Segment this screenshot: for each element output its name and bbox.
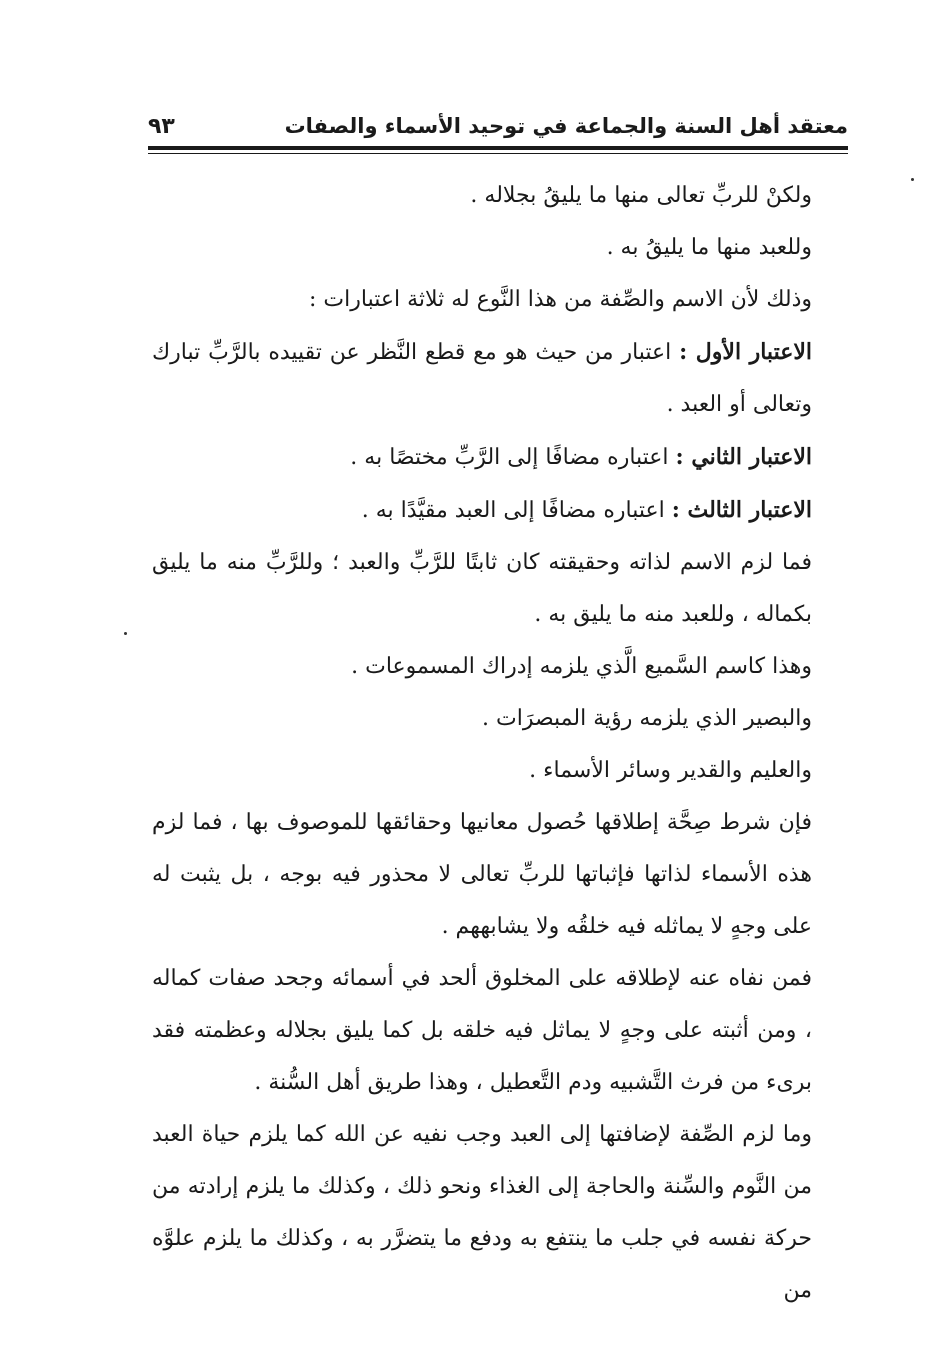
paragraph: فإن شرط صِحَّة إطلاقها حُصول معانيها وحقائقها للموصوف بها ، فما لزم هذه الأسماء لذاتها فإثباتها للربِّ تعالى لا محذور فيه بوجه ، بل يثبت له على وجهٍ لا يماثله فيه خلقُه ولا يشابههم . [152, 810, 812, 939]
paragraph-text: اعتباره مضافًا إلى الرَّبِّ مختصًا به . [350, 445, 676, 470]
term-heading: الاعتبار الثالث : [671, 497, 812, 523]
paragraph: وللعبد منها ما يليقُ به . [606, 235, 812, 260]
paragraph: فمن نفاه عنه لإطلاقه على المخلوق ألحد في أسمائه وجحد صفات كماله ، ومن أثبته على وجهٍ لا يماثل فيه خلقه بل كما يليق بجلاله وعظمته فقد برىء من فرث التَّشبيه ودم التَّعطيل ، وهذا طريق أهل السُّنة . [152, 966, 812, 1095]
paragraph-text: اعتبار من حيث هو مع قطع النَّظر عن تقييده بالرَّبِّ تبارك وتعالى أو العبد . [152, 340, 812, 417]
paragraph: والبصير الذي يلزمه رؤية المبصرَات . [482, 706, 812, 731]
paragraph: وما لزم الصِّفة لإضافتها إلى العبد وجب نفيه عن الله كما يلزم حياة العبد من النَّوم والسِّنة والحاجة إلى الغذاء ونحو ذلك ، وكذلك ما يلزم إرادته من حركة نفسه في جلب ما ينتفع به ودفع ما يتضرَّر به ، وكذلك ما يلزم علوَّه من [152, 1122, 812, 1303]
paragraph: فما لزم الاسم لذاته وحقيقته كان ثابتًا للرَّبِّ والعبد ؛ وللرَّبِّ منه ما يليق بكماله ، وللعبد منه ما يليق به . [152, 550, 812, 627]
scan-speck [911, 178, 914, 181]
page-number: ٩٣ [148, 114, 175, 139]
header-rule-thin [148, 153, 848, 154]
scan-speck [124, 632, 127, 635]
paragraph: والعليم والقدير وسائر الأسماء . [529, 758, 812, 783]
header-rule [148, 146, 848, 150]
paragraph: ولكنْ للربِّ تعالى منها ما يليقُ بجلاله . [470, 183, 812, 208]
paragraph: وذلك لأن الاسم والصِّفة من هذا النَّوع له ثلاثة اعتبارات : [309, 287, 812, 312]
paragraph: وهذا كاسم السَّميع الَّذي يلزمه إدراك المسموعات . [351, 654, 812, 679]
body-text [152, 170, 842, 1317]
header-title: معتقد أهل السنة والجماعة في توحيد الأسماء والصفات [284, 114, 848, 138]
paragraph-text: اعتباره مضافًا إلى العبد مقيَّدًا به . [361, 498, 672, 523]
running-header [148, 112, 848, 142]
paragraph [152, 326, 842, 431]
term-heading: الاعتبار الثاني : [675, 444, 812, 470]
paragraph [152, 431, 842, 484]
paragraph [152, 484, 842, 537]
term-heading: الاعتبار الأول : [679, 339, 812, 365]
